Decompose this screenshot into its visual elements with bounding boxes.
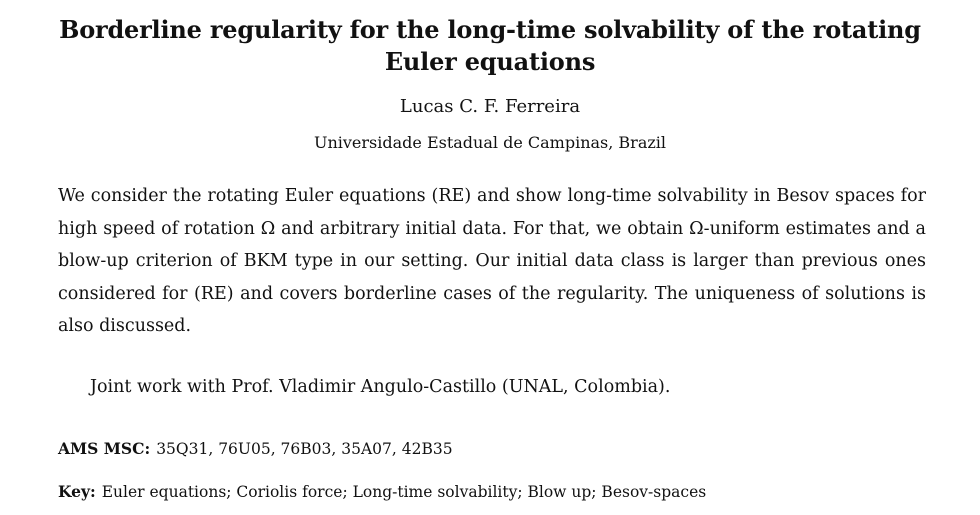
- author-affiliation: Universidade Estadual de Campinas, Brazil: [313, 133, 667, 152]
- joint-work-note: Joint work with Prof. Vladimir Angulo-Castillo (UNAL, Colombia).: [90, 377, 671, 397]
- paper-title: [40, 14, 940, 78]
- title-line-1: Borderline regularity for the long-time solvability of the rotating: [59, 15, 921, 44]
- keywords-label: Key:: [58, 482, 96, 501]
- msc-codes: 35Q31, 76U05, 76B03, 35A07, 42B35: [156, 440, 453, 458]
- title-line-2: Euler equations: [384, 47, 596, 76]
- keywords-value: Euler equations; Coriolis force; Long-time solvability; Blow up; Besov-spaces: [101, 483, 707, 501]
- author-name: Lucas C. F. Ferreira: [399, 96, 581, 117]
- abstract-paragraph: We consider the rotating Euler equations (RE) and show long-time solvability in Besov spaces for high speed of rotation Ω and arbitrary initial data. For that, we obtain Ω-uniform estimates and a blow-up criterion of BKM type in our setting. Our initial data class is larger than previous ones considered for (RE) and covers borderline cases of the regularity. The uniqueness of solutions is also discussed.: [58, 186, 926, 336]
- keywords-line: [58, 480, 938, 504]
- msc-label: AMS MSC:: [58, 439, 151, 458]
- msc-line: [58, 437, 938, 461]
